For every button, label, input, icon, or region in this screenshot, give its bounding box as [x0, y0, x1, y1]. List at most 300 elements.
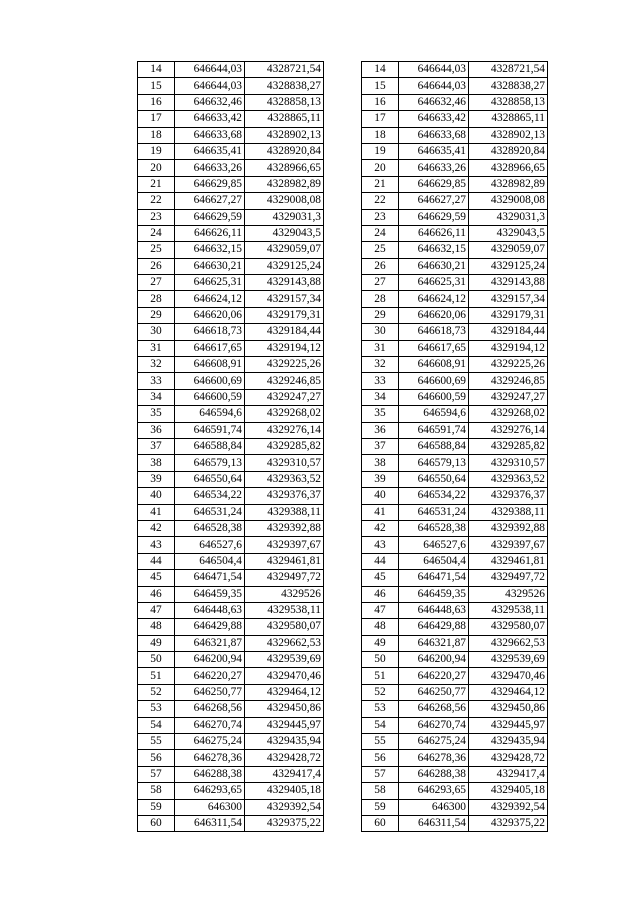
- y-coordinate-cell: 4329157,34: [245, 291, 324, 307]
- table-row: [362, 750, 548, 766]
- point-number-cell: 54: [362, 717, 399, 733]
- y-coordinate-cell: 4328920,84: [469, 143, 548, 159]
- point-number-cell: 58: [362, 783, 399, 799]
- table-row: [138, 94, 324, 110]
- point-number-cell: 24: [138, 225, 175, 241]
- table-row: [138, 717, 324, 733]
- y-coordinate-cell: 4329662,53: [469, 635, 548, 651]
- y-coordinate-cell: 4329031,3: [469, 209, 548, 225]
- x-coordinate-cell: 646617,65: [175, 340, 245, 356]
- y-coordinate-cell: 4329464,12: [469, 684, 548, 700]
- point-number-cell: 60: [362, 815, 399, 831]
- y-coordinate-cell: 4329376,37: [469, 488, 548, 504]
- table-row: [138, 652, 324, 668]
- x-coordinate-cell: 646459,35: [399, 586, 469, 602]
- x-coordinate-cell: 646629,85: [175, 176, 245, 192]
- point-number-cell: 29: [362, 307, 399, 323]
- x-coordinate-cell: 646630,21: [175, 258, 245, 274]
- x-coordinate-cell: 646633,42: [175, 111, 245, 127]
- point-number-cell: 18: [362, 127, 399, 143]
- table-row: [362, 160, 548, 176]
- x-coordinate-cell: 646627,27: [175, 193, 245, 209]
- table-row: [362, 815, 548, 831]
- x-coordinate-cell: 646270,74: [399, 717, 469, 733]
- table-row: [362, 602, 548, 618]
- table-row: [138, 619, 324, 635]
- table-row: [362, 324, 548, 340]
- x-coordinate-cell: 646528,38: [399, 520, 469, 536]
- point-number-cell: 28: [138, 291, 175, 307]
- x-coordinate-cell: 646591,74: [175, 422, 245, 438]
- table-row: [138, 537, 324, 553]
- y-coordinate-cell: 4329143,88: [245, 275, 324, 291]
- y-coordinate-cell: 4329538,11: [245, 602, 324, 618]
- table-row: [138, 766, 324, 782]
- point-number-cell: 57: [138, 766, 175, 782]
- point-number-cell: 23: [362, 209, 399, 225]
- x-coordinate-cell: 646644,03: [399, 62, 469, 78]
- point-number-cell: 34: [138, 389, 175, 405]
- x-coordinate-cell: 646448,63: [175, 602, 245, 618]
- point-number-cell: 51: [138, 668, 175, 684]
- table-row: [362, 209, 548, 225]
- point-number-cell: 21: [362, 176, 399, 192]
- point-number-cell: 36: [138, 422, 175, 438]
- x-coordinate-cell: 646531,24: [175, 504, 245, 520]
- table-row: [362, 307, 548, 323]
- point-number-cell: 50: [362, 652, 399, 668]
- y-coordinate-cell: 4328982,89: [469, 176, 548, 192]
- point-number-cell: 23: [138, 209, 175, 225]
- point-number-cell: 52: [362, 684, 399, 700]
- y-coordinate-cell: 4329392,54: [469, 799, 548, 815]
- y-coordinate-cell: 4329043,5: [469, 225, 548, 241]
- y-coordinate-cell: 4329428,72: [245, 750, 324, 766]
- y-coordinate-cell: 4329194,12: [469, 340, 548, 356]
- x-coordinate-cell: 646632,15: [399, 242, 469, 258]
- table-row: [138, 275, 324, 291]
- point-number-cell: 57: [362, 766, 399, 782]
- x-coordinate-cell: 646600,69: [175, 373, 245, 389]
- point-number-cell: 37: [362, 438, 399, 454]
- y-coordinate-cell: 4328982,89: [245, 176, 324, 192]
- point-number-cell: 20: [138, 160, 175, 176]
- point-number-cell: 55: [138, 734, 175, 750]
- y-coordinate-cell: 4329276,14: [245, 422, 324, 438]
- x-coordinate-cell: 646200,94: [399, 652, 469, 668]
- table-row: [138, 553, 324, 569]
- x-coordinate-cell: 646600,69: [399, 373, 469, 389]
- point-number-cell: 45: [138, 570, 175, 586]
- table-row: [362, 389, 548, 405]
- table-row: [138, 127, 324, 143]
- y-coordinate-cell: 4329526: [469, 586, 548, 602]
- x-coordinate-cell: 646275,24: [175, 734, 245, 750]
- y-coordinate-cell: 4329247,27: [469, 389, 548, 405]
- y-coordinate-cell: 4328838,27: [469, 78, 548, 94]
- point-number-cell: 47: [138, 602, 175, 618]
- table-row: [362, 438, 548, 454]
- y-coordinate-cell: 4329397,67: [469, 537, 548, 553]
- point-number-cell: 56: [138, 750, 175, 766]
- y-coordinate-cell: 4329125,24: [469, 258, 548, 274]
- x-coordinate-cell: 646644,03: [399, 78, 469, 94]
- x-coordinate-cell: 646627,27: [399, 193, 469, 209]
- point-number-cell: 42: [362, 520, 399, 536]
- table-row: [362, 488, 548, 504]
- point-number-cell: 16: [362, 94, 399, 110]
- y-coordinate-cell: 4328858,13: [245, 94, 324, 110]
- x-coordinate-cell: 646220,27: [175, 668, 245, 684]
- x-coordinate-cell: 646448,63: [399, 602, 469, 618]
- table-row: [138, 520, 324, 536]
- point-number-cell: 43: [362, 537, 399, 553]
- y-coordinate-cell: 4329285,82: [469, 438, 548, 454]
- table-row: [362, 340, 548, 356]
- point-number-cell: 32: [138, 357, 175, 373]
- point-number-cell: 39: [362, 471, 399, 487]
- y-coordinate-cell: 4329375,22: [469, 815, 548, 831]
- y-coordinate-cell: 4329310,57: [469, 455, 548, 471]
- y-coordinate-cell: 4329580,07: [469, 619, 548, 635]
- x-coordinate-cell: 646608,91: [399, 357, 469, 373]
- x-coordinate-cell: 646624,12: [175, 291, 245, 307]
- y-coordinate-cell: 4329246,85: [469, 373, 548, 389]
- table-row: [138, 176, 324, 192]
- table-row: [362, 406, 548, 422]
- y-coordinate-cell: 4329363,52: [469, 471, 548, 487]
- table-row: [138, 504, 324, 520]
- y-coordinate-cell: 4329435,94: [469, 734, 548, 750]
- point-number-cell: 24: [362, 225, 399, 241]
- x-coordinate-cell: 646633,26: [175, 160, 245, 176]
- x-coordinate-cell: 646630,21: [399, 258, 469, 274]
- point-number-cell: 18: [138, 127, 175, 143]
- table-row: [138, 783, 324, 799]
- table-row: [138, 635, 324, 651]
- table-row: [362, 635, 548, 651]
- y-coordinate-cell: 4329417,4: [469, 766, 548, 782]
- point-number-cell: 53: [362, 701, 399, 717]
- point-number-cell: 27: [138, 275, 175, 291]
- x-coordinate-cell: 646288,38: [175, 766, 245, 782]
- table-row: [362, 799, 548, 815]
- x-coordinate-cell: 646594,6: [175, 406, 245, 422]
- table-row: [362, 734, 548, 750]
- table-row: [362, 111, 548, 127]
- x-coordinate-cell: 646591,74: [399, 422, 469, 438]
- table-row: [362, 176, 548, 192]
- x-coordinate-cell: 646527,6: [175, 537, 245, 553]
- table-row: [138, 242, 324, 258]
- point-number-cell: 38: [138, 455, 175, 471]
- x-coordinate-cell: 646618,73: [175, 324, 245, 340]
- point-number-cell: 33: [138, 373, 175, 389]
- x-coordinate-cell: 646626,11: [399, 225, 469, 241]
- point-number-cell: 56: [362, 750, 399, 766]
- point-number-cell: 47: [362, 602, 399, 618]
- point-number-cell: 21: [138, 176, 175, 192]
- x-coordinate-cell: 646293,65: [175, 783, 245, 799]
- table-row: [362, 717, 548, 733]
- point-number-cell: 14: [138, 62, 175, 78]
- table-row: [138, 570, 324, 586]
- x-coordinate-cell: 646579,13: [175, 455, 245, 471]
- point-number-cell: 42: [138, 520, 175, 536]
- point-number-cell: 51: [362, 668, 399, 684]
- table-row: [138, 799, 324, 815]
- y-coordinate-cell: 4329435,94: [245, 734, 324, 750]
- x-coordinate-cell: 646220,27: [399, 668, 469, 684]
- y-coordinate-cell: 4329125,24: [245, 258, 324, 274]
- x-coordinate-cell: 646624,12: [399, 291, 469, 307]
- y-coordinate-cell: 4329662,53: [245, 635, 324, 651]
- x-coordinate-cell: 646200,94: [175, 652, 245, 668]
- x-coordinate-cell: 646268,56: [175, 701, 245, 717]
- y-coordinate-cell: 4329539,69: [245, 652, 324, 668]
- table-row: [362, 94, 548, 110]
- y-coordinate-cell: 4329143,88: [469, 275, 548, 291]
- y-coordinate-cell: 4329405,18: [469, 783, 548, 799]
- x-coordinate-cell: 646620,06: [399, 307, 469, 323]
- y-coordinate-cell: 4328858,13: [469, 94, 548, 110]
- table-row: [362, 127, 548, 143]
- point-number-cell: 38: [362, 455, 399, 471]
- point-number-cell: 30: [362, 324, 399, 340]
- x-coordinate-cell: 646629,59: [399, 209, 469, 225]
- table-row: [362, 143, 548, 159]
- point-number-cell: 58: [138, 783, 175, 799]
- y-coordinate-cell: 4329388,11: [245, 504, 324, 520]
- y-coordinate-cell: 4329184,44: [469, 324, 548, 340]
- x-coordinate-cell: 646600,59: [175, 389, 245, 405]
- x-coordinate-cell: 646300: [399, 799, 469, 815]
- x-coordinate-cell: 646268,56: [399, 701, 469, 717]
- x-coordinate-cell: 646534,22: [399, 488, 469, 504]
- y-coordinate-cell: 4329445,97: [245, 717, 324, 733]
- point-number-cell: 43: [138, 537, 175, 553]
- table-row: [138, 684, 324, 700]
- y-coordinate-cell: 4329405,18: [245, 783, 324, 799]
- table-row: [138, 734, 324, 750]
- y-coordinate-cell: 4329470,46: [245, 668, 324, 684]
- y-coordinate-cell: 4329450,86: [245, 701, 324, 717]
- point-number-cell: 60: [138, 815, 175, 831]
- point-number-cell: 30: [138, 324, 175, 340]
- table-row: [362, 291, 548, 307]
- table-row: [138, 258, 324, 274]
- table-row: [138, 422, 324, 438]
- y-coordinate-cell: 4329497,72: [245, 570, 324, 586]
- table-row: [362, 668, 548, 684]
- x-coordinate-cell: 646459,35: [175, 586, 245, 602]
- table-row: [138, 815, 324, 831]
- table-row: [362, 193, 548, 209]
- point-number-cell: 32: [362, 357, 399, 373]
- y-coordinate-cell: 4329225,26: [469, 357, 548, 373]
- point-number-cell: 31: [362, 340, 399, 356]
- point-number-cell: 41: [362, 504, 399, 520]
- y-coordinate-cell: 4329268,02: [469, 406, 548, 422]
- x-coordinate-cell: 646504,4: [175, 553, 245, 569]
- x-coordinate-cell: 646632,46: [399, 94, 469, 110]
- point-number-cell: 59: [362, 799, 399, 815]
- x-coordinate-cell: 646534,22: [175, 488, 245, 504]
- table-row: [362, 78, 548, 94]
- table-row: [362, 701, 548, 717]
- y-coordinate-cell: 4329179,31: [245, 307, 324, 323]
- point-number-cell: 20: [362, 160, 399, 176]
- point-number-cell: 40: [362, 488, 399, 504]
- x-coordinate-cell: 646250,77: [175, 684, 245, 700]
- y-coordinate-cell: 4329461,81: [245, 553, 324, 569]
- x-coordinate-cell: 646594,6: [399, 406, 469, 422]
- y-coordinate-cell: 4328966,65: [245, 160, 324, 176]
- table-row: [138, 78, 324, 94]
- y-coordinate-cell: 4329428,72: [469, 750, 548, 766]
- y-coordinate-cell: 4329059,07: [245, 242, 324, 258]
- y-coordinate-cell: 4329539,69: [469, 652, 548, 668]
- point-number-cell: 33: [362, 373, 399, 389]
- x-coordinate-cell: 646275,24: [399, 734, 469, 750]
- y-coordinate-cell: 4329376,37: [245, 488, 324, 504]
- table-row: [138, 357, 324, 373]
- point-number-cell: 17: [362, 111, 399, 127]
- table-row: [138, 668, 324, 684]
- x-coordinate-cell: 646288,38: [399, 766, 469, 782]
- table-row: [138, 111, 324, 127]
- table-row: [138, 62, 324, 78]
- y-coordinate-cell: 4328865,11: [245, 111, 324, 127]
- y-coordinate-cell: 4329470,46: [469, 668, 548, 684]
- table-row: [362, 471, 548, 487]
- y-coordinate-cell: 4329310,57: [245, 455, 324, 471]
- x-coordinate-cell: 646633,42: [399, 111, 469, 127]
- x-coordinate-cell: 646270,74: [175, 717, 245, 733]
- point-number-cell: 40: [138, 488, 175, 504]
- y-coordinate-cell: 4328865,11: [469, 111, 548, 127]
- table-row: [362, 275, 548, 291]
- table-row: [138, 602, 324, 618]
- x-coordinate-cell: 646550,64: [175, 471, 245, 487]
- table-row: [138, 291, 324, 307]
- x-coordinate-cell: 646629,59: [175, 209, 245, 225]
- y-coordinate-cell: 4329194,12: [245, 340, 324, 356]
- point-number-cell: 52: [138, 684, 175, 700]
- point-number-cell: 53: [138, 701, 175, 717]
- x-coordinate-cell: 646311,54: [175, 815, 245, 831]
- y-coordinate-cell: 4329059,07: [469, 242, 548, 258]
- table-row: [362, 586, 548, 602]
- x-coordinate-cell: 646588,84: [175, 438, 245, 454]
- x-coordinate-cell: 646531,24: [399, 504, 469, 520]
- table-row: [138, 193, 324, 209]
- point-number-cell: 54: [138, 717, 175, 733]
- point-number-cell: 45: [362, 570, 399, 586]
- x-coordinate-cell: 646635,41: [399, 143, 469, 159]
- point-number-cell: 36: [362, 422, 399, 438]
- y-coordinate-cell: 4329276,14: [469, 422, 548, 438]
- y-coordinate-cell: 4328721,54: [469, 62, 548, 78]
- x-coordinate-cell: 646471,54: [399, 570, 469, 586]
- x-coordinate-cell: 646250,77: [399, 684, 469, 700]
- y-coordinate-cell: 4328902,13: [245, 127, 324, 143]
- y-coordinate-cell: 4328902,13: [469, 127, 548, 143]
- y-coordinate-cell: 4328838,27: [245, 78, 324, 94]
- point-number-cell: 35: [138, 406, 175, 422]
- y-coordinate-cell: 4329225,26: [245, 357, 324, 373]
- table-row: [362, 619, 548, 635]
- point-number-cell: 44: [138, 553, 175, 569]
- table-row: [138, 406, 324, 422]
- x-coordinate-cell: 646618,73: [399, 324, 469, 340]
- point-number-cell: 15: [138, 78, 175, 94]
- table-row: [138, 438, 324, 454]
- table-row: [138, 471, 324, 487]
- point-number-cell: 28: [362, 291, 399, 307]
- x-coordinate-cell: 646550,64: [399, 471, 469, 487]
- coordinates-table-left: [137, 61, 324, 832]
- table-row: [138, 307, 324, 323]
- x-coordinate-cell: 646625,31: [175, 275, 245, 291]
- table-row: [138, 209, 324, 225]
- x-coordinate-cell: 646633,68: [399, 127, 469, 143]
- x-coordinate-cell: 646633,26: [399, 160, 469, 176]
- point-number-cell: 55: [362, 734, 399, 750]
- x-coordinate-cell: 646278,36: [399, 750, 469, 766]
- x-coordinate-cell: 646600,59: [399, 389, 469, 405]
- x-coordinate-cell: 646644,03: [175, 78, 245, 94]
- point-number-cell: 26: [362, 258, 399, 274]
- point-number-cell: 35: [362, 406, 399, 422]
- y-coordinate-cell: 4329363,52: [245, 471, 324, 487]
- y-coordinate-cell: 4329043,5: [245, 225, 324, 241]
- table-row: [138, 389, 324, 405]
- point-number-cell: 50: [138, 652, 175, 668]
- point-number-cell: 25: [138, 242, 175, 258]
- point-number-cell: 46: [138, 586, 175, 602]
- x-coordinate-cell: 646635,41: [175, 143, 245, 159]
- x-coordinate-cell: 646644,03: [175, 62, 245, 78]
- x-coordinate-cell: 646527,6: [399, 537, 469, 553]
- table-row: [362, 242, 548, 258]
- table-row: [138, 750, 324, 766]
- y-coordinate-cell: 4329538,11: [469, 602, 548, 618]
- y-coordinate-cell: 4329464,12: [245, 684, 324, 700]
- coordinates-table-right: [361, 61, 548, 832]
- point-number-cell: 37: [138, 438, 175, 454]
- x-coordinate-cell: 646293,65: [399, 783, 469, 799]
- table-row: [138, 160, 324, 176]
- point-number-cell: 44: [362, 553, 399, 569]
- point-number-cell: 26: [138, 258, 175, 274]
- point-number-cell: 49: [138, 635, 175, 651]
- x-coordinate-cell: 646311,54: [399, 815, 469, 831]
- table-row: [362, 783, 548, 799]
- point-number-cell: 41: [138, 504, 175, 520]
- y-coordinate-cell: 4329461,81: [469, 553, 548, 569]
- point-number-cell: 27: [362, 275, 399, 291]
- point-number-cell: 31: [138, 340, 175, 356]
- y-coordinate-cell: 4329397,67: [245, 537, 324, 553]
- table-row: [362, 357, 548, 373]
- x-coordinate-cell: 646300: [175, 799, 245, 815]
- table-row: [362, 455, 548, 471]
- x-coordinate-cell: 646632,15: [175, 242, 245, 258]
- x-coordinate-cell: 646579,13: [399, 455, 469, 471]
- point-number-cell: 19: [138, 143, 175, 159]
- y-coordinate-cell: 4329008,08: [469, 193, 548, 209]
